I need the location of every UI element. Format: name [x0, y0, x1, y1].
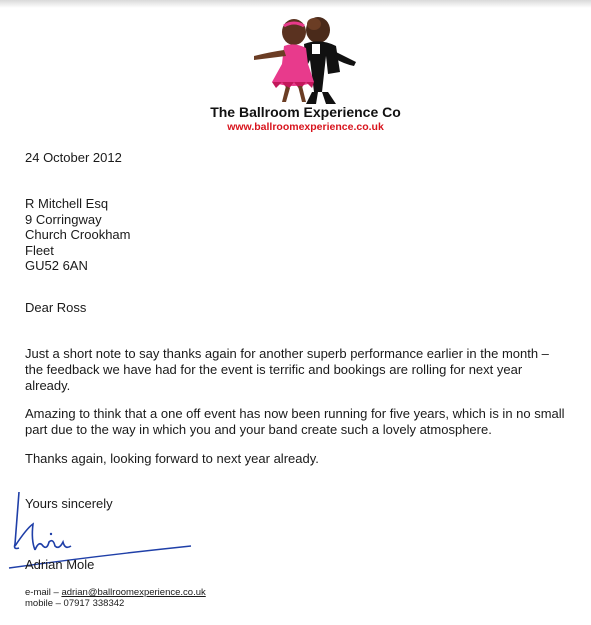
body-paragraph: Thanks again, looking forward to next year already. [25, 451, 319, 466]
recipient-address [25, 196, 131, 274]
letter-date: 24 October 2012 [25, 150, 122, 165]
mobile-line: mobile – 07917 338342 [25, 598, 125, 609]
body-paragraph: Amazing to think that a one off event has now been running for five years, which is in no small part due to the way in which you and your band create such a lovely atmosphere. [25, 406, 565, 437]
closing-line: Yours sincerely [25, 496, 113, 511]
scan-shadow [0, 0, 591, 8]
address-line: GU52 6AN [25, 258, 88, 273]
email-label: e-mail – [25, 587, 62, 598]
address-line: Church Crookham [25, 227, 131, 242]
body-paragraph: Just a short note to say thanks again for another superb performance earlier in the month – the feedback we have had for the event is terrific and bookings are rolling for next year already. [25, 346, 549, 393]
salutation: Dear Ross [25, 300, 87, 315]
dancing-couple-logo [248, 12, 360, 108]
address-line: 9 Corringway [25, 211, 102, 227]
signer-name: Adrian Mole [25, 557, 95, 572]
company-website[interactable]: www.ballroomexperience.co.uk [227, 121, 384, 133]
email-line [25, 587, 206, 598]
email-link[interactable]: adrian@ballroomexperience.co.uk [61, 587, 206, 598]
contact-details [25, 587, 206, 609]
company-name: The Ballroom Experience Co [210, 104, 401, 120]
address-line: R Mitchell Esq [25, 196, 109, 211]
address-line: Fleet [25, 242, 54, 258]
